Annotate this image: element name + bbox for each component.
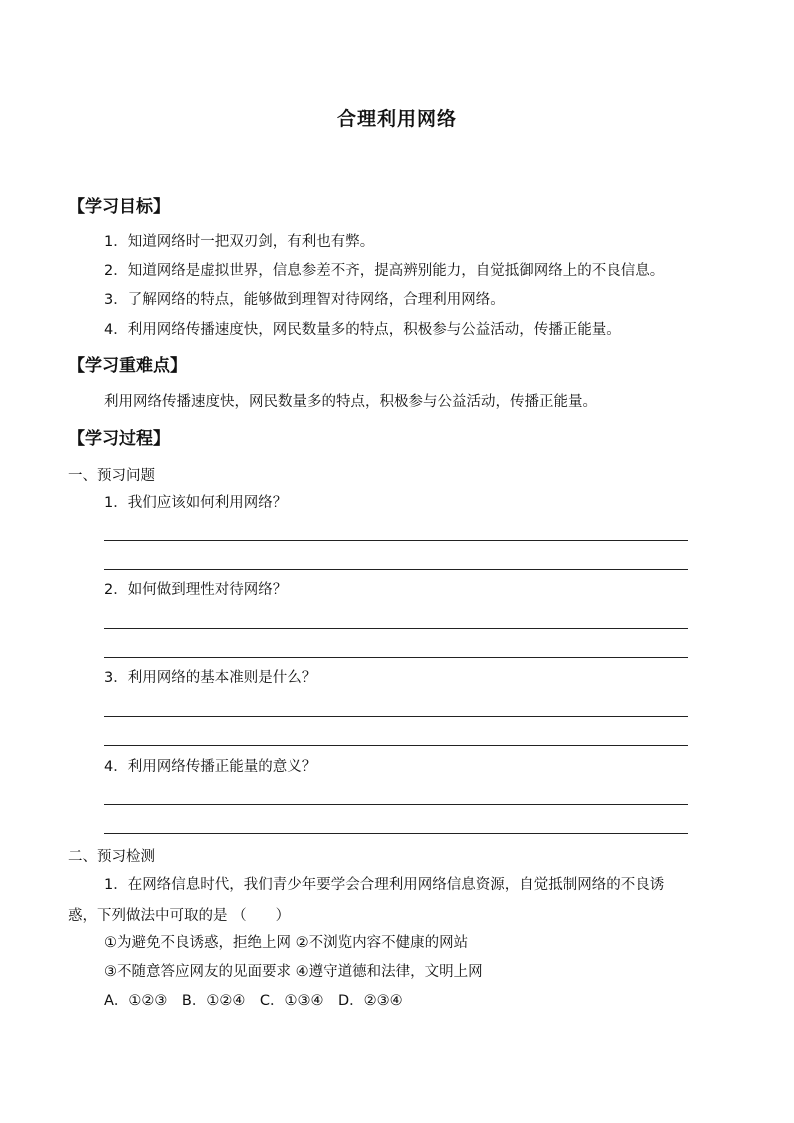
preview-question-1: 1．我们应该如何利用网络？	[104, 495, 288, 511]
check-question-1-line-2: 惑，下列做法中可取的是 （ ）	[68, 908, 291, 924]
check-options: A．①②③ B．①②④ C．①③④ D．②③④	[104, 993, 403, 1009]
page-title: 合理利用网络	[336, 108, 457, 130]
objective-item-1: 1．知道网络时一把双刃剑，有利也有弊。	[104, 234, 375, 250]
answer-line[interactable]	[104, 716, 688, 717]
preview-question-4: 4．利用网络传播正能量的意义？	[104, 759, 317, 775]
preview-heading: 一、预习问题	[68, 468, 155, 484]
check-statements-line-1: ①为避免不良诱惑，拒绝上网 ②不浏览内容不健康的网站	[104, 935, 469, 951]
answer-line[interactable]	[104, 833, 688, 834]
process-heading: 【学习过程】	[68, 429, 170, 449]
answer-line[interactable]	[104, 628, 688, 629]
preview-question-2: 2．如何做到理性对待网络？	[104, 582, 288, 598]
answer-line[interactable]	[104, 657, 688, 658]
key-points-heading: 【学习重难点】	[68, 356, 187, 376]
objective-item-3: 3．了解网络的特点，能够做到理智对待网络，合理利用网络。	[104, 292, 505, 308]
answer-line[interactable]	[104, 804, 688, 805]
check-heading: 二、预习检测	[68, 849, 155, 865]
objectives-heading: 【学习目标】	[68, 197, 170, 217]
objective-item-2: 2．知道网络是虚拟世界，信息参差不齐，提高辨别能力，自觉抵御网络上的不良信息。	[104, 263, 665, 279]
check-statements-line-2: ③不随意答应网友的见面要求 ④遵守道德和法律，文明上网	[104, 964, 483, 980]
answer-line[interactable]	[104, 540, 688, 541]
check-question-1-line-1: 1．在网络信息时代，我们青少年要学会合理利用网络信息资源，自觉抵制网络的不良诱	[104, 877, 665, 893]
preview-question-3: 3．利用网络的基本准则是什么？	[104, 670, 317, 686]
answer-line[interactable]	[104, 569, 688, 570]
objective-item-4: 4．利用网络传播速度快，网民数量多的特点，积极参与公益活动，传播正能量。	[104, 322, 621, 338]
answer-line[interactable]	[104, 745, 688, 746]
key-points-text: 利用网络传播速度快，网民数量多的特点，积极参与公益活动，传播正能量。	[104, 394, 597, 410]
